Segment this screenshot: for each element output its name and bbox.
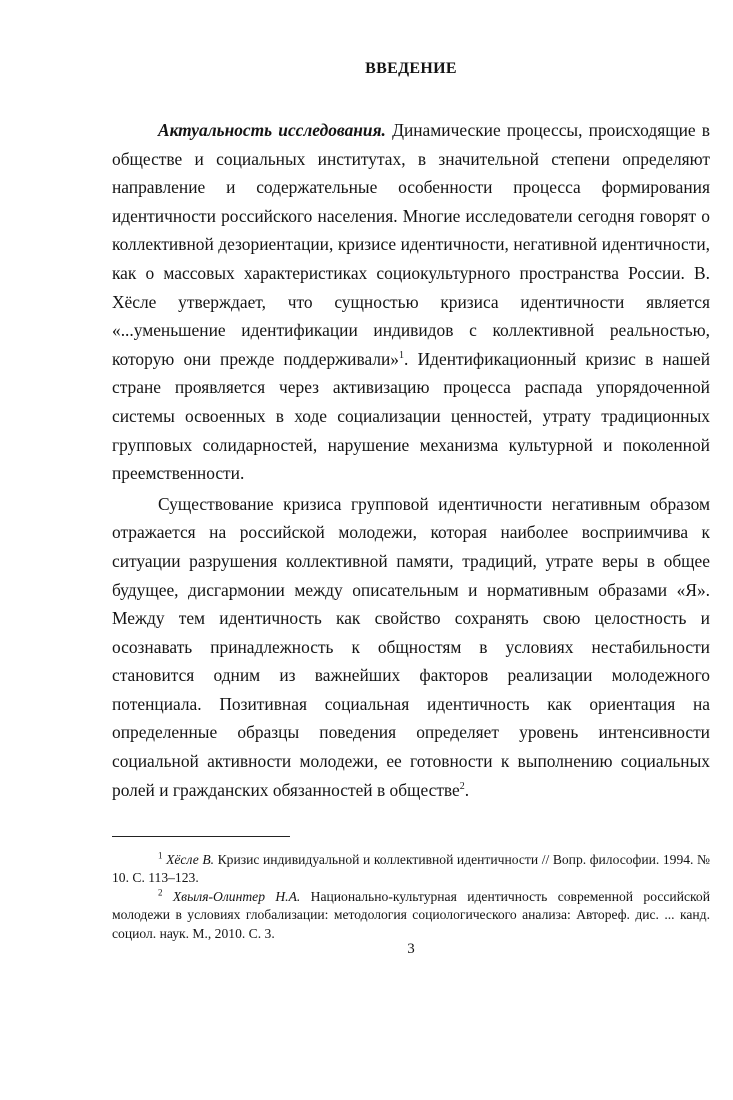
footnotes — [112, 851, 710, 943]
footnote-separator — [112, 836, 290, 837]
footnote-item — [112, 851, 710, 888]
section-heading: ВВЕДЕНИЕ — [365, 60, 457, 77]
paragraph-lead: Актуальность исследования. — [158, 120, 386, 140]
footnote-text: Национально-культурная идентичность современной российской молодежи в условиях глобализации: методология социологического анализа: Автореф. дис. ... канд. социол. наук. М., 2010. С. 3. — [112, 888, 710, 941]
footnote-number: 1 — [158, 850, 163, 861]
footnote-author: Хёсле В. — [166, 852, 215, 867]
footnote-number: 2 — [158, 887, 163, 898]
paragraph-text: Динамические процессы, происходящие в обществе и социальных институтах, в значительной степени определяют направление и содержательные особенности процесса формирования идентичности российского населения. Многие исследователи сегодня говорят о коллективной дезориентации, кризисе идентичности, негативной идентичности, как о массовых характеристиках социокультурного пространства России. В. Хёсле утверждает, что сущностью кризиса идентичности является «...уменьшение идентификации индивидов с коллективной реальностью, которую они прежде поддерживали» — [112, 120, 711, 369]
page-number: 3 — [407, 941, 415, 957]
footnote-text: Кризис индивидуальной и коллективной идентичности // Вопр. философии. 1994. № 10. С. 113–123. — [112, 852, 710, 886]
body-text — [112, 116, 710, 804]
paragraph-relevance — [112, 116, 710, 488]
paragraph-crisis — [112, 490, 710, 805]
paragraph-text: Существование кризиса групповой идентичности негативным образом отражается на российской молодежи, которая наиболее восприимчива к ситуации разрушения коллективной памяти, традиций, утрате веры в общее будущее, дисгармонии между описательным и нормативным образами «Я». Между тем идентичность как свойство сохранять свою целостность и осознавать принадлежность к общностям в условиях нестабильности становится одним из важнейших факторов реализации молодежного потенциала. Позитивная социальная идентичность как ориентация на определенные образцы поведения определяет уровень интенсивности социальной активности молодежи, ее готовности к выполнению социальных ролей и гражданских обязанностей в обществе — [112, 493, 710, 800]
footnote-author: Хвыля-Олинтер Н.А. — [172, 888, 301, 904]
footnote-item — [112, 888, 710, 943]
paragraph-text: . Идентификационный кризис в нашей стране проявляется через активизацию процесса распада упорядоченной системы освоенных в ходе социализации ценностей, утрату традиционных групповых солидарностей, нарушение механизма культурной и поколенной преемственности. — [112, 348, 710, 484]
paragraph-text: . — [464, 779, 470, 800]
footnote-reference[interactable]: 1 — [399, 349, 405, 361]
footnote-reference[interactable]: 2 — [459, 780, 465, 792]
